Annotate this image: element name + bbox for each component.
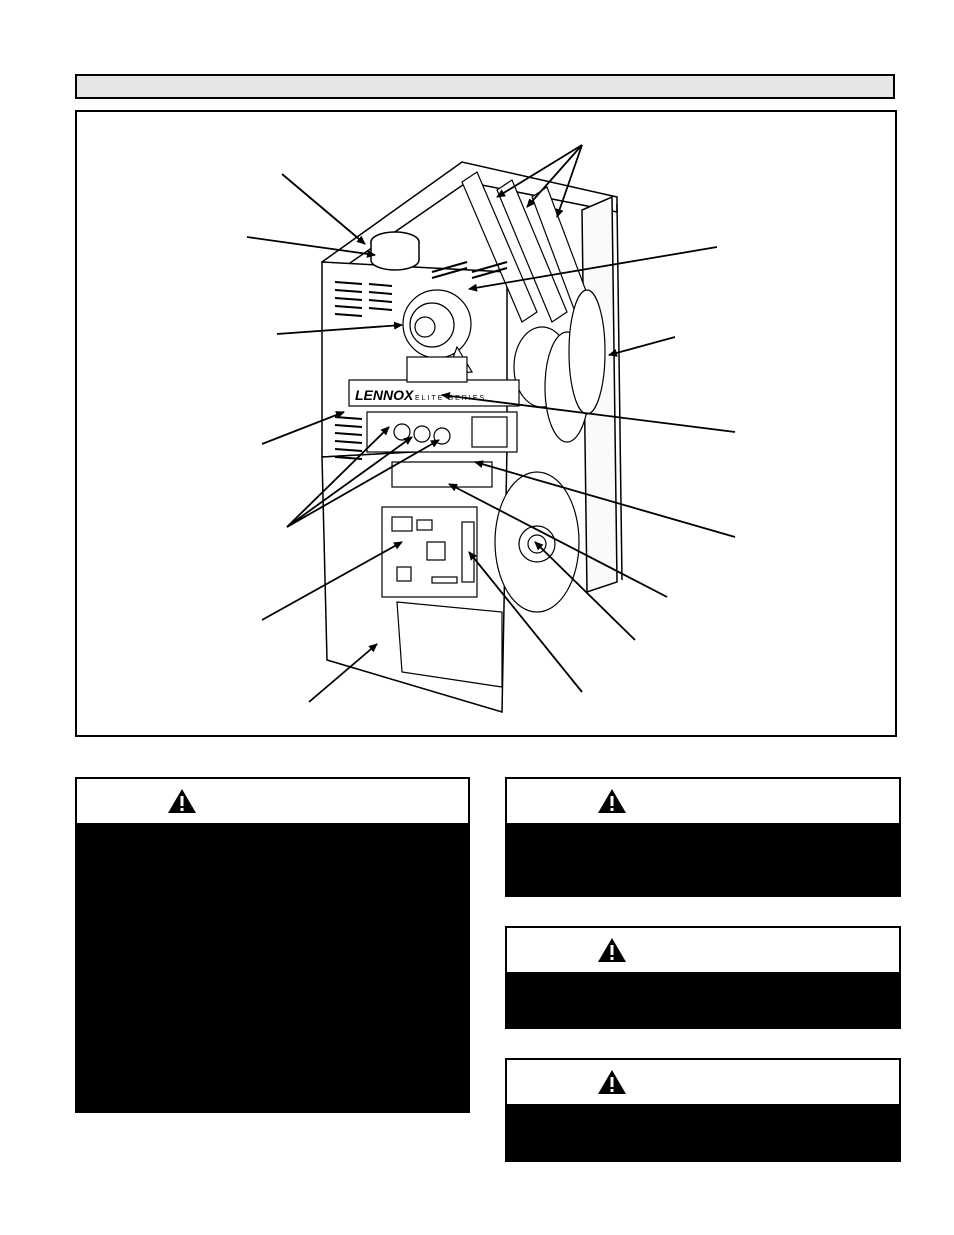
warning-triangle-icon — [597, 1069, 627, 1095]
brand-logo: LENNOX — [355, 387, 414, 403]
warning-body — [507, 972, 899, 1027]
warning-triangle-icon — [597, 937, 627, 963]
warning-header — [507, 1060, 899, 1104]
warning-header — [507, 779, 899, 823]
warning-box-2 — [505, 777, 901, 897]
warning-body — [77, 823, 468, 1111]
section-title-bar — [75, 74, 895, 99]
warning-triangle-icon — [167, 788, 197, 814]
warning-body — [507, 1104, 899, 1160]
furnace-illustration — [77, 112, 895, 735]
furnace-figure — [75, 110, 897, 737]
model-badge: ELITE SERIES — [415, 395, 487, 402]
warning-box-1 — [75, 777, 470, 1113]
warning-header — [507, 928, 899, 972]
warning-header — [77, 779, 468, 823]
warning-triangle-icon — [597, 788, 627, 814]
warning-body — [507, 823, 899, 895]
warning-box-3 — [505, 926, 901, 1029]
warning-box-4 — [505, 1058, 901, 1162]
